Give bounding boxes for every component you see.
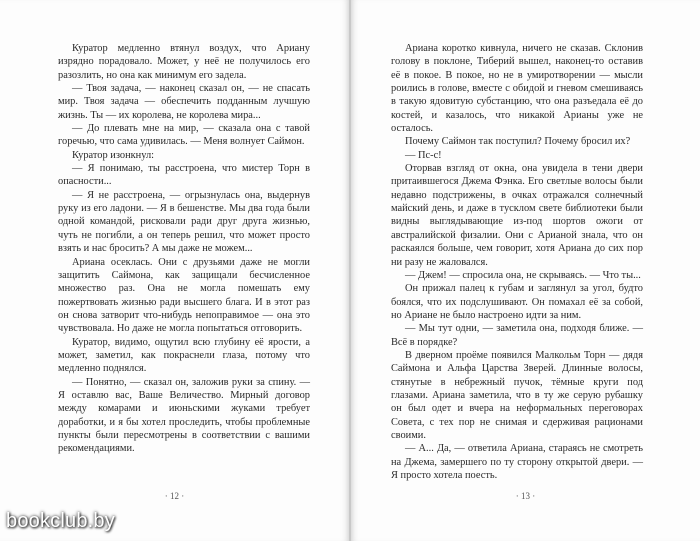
paragraph: Оторвав взгляд от окна, она увидела в тени двери притаившегося Джема Фэнка. Его светлые волосы были недавно подстрижены, в очках отражался солнечный майский день, и даже в тусклом свете библиотеки были видны выглядывающие из-под шортов ожоги от австралийской физалии. Они с Арианой знала, что он раскаялся больше, чем говорит, хотя Ариана до сих пор ни разу не жаловался. (391, 163, 643, 268)
page-number-right: · 13 · (515, 491, 536, 501)
paragraph: — Мы тут одни, — заметила она, подходя ближе. — Всё в порядке? (391, 323, 643, 348)
paragraph: — До плевать мне на мир, — сказала она с тавой горечью, что сама удивилась. — Меня волнует Саймон. (58, 123, 310, 148)
paragraph: — Джем! — спросила она, не скрываясь. — Что ты... (405, 269, 641, 281)
paragraph: Куратор, видимо, ощутил всю глубину её ярости, а может, заметил, как покраснели глаза, потому что медленно поднялся. (58, 336, 310, 375)
paragraph: Ариана осеклась. Они с друзьями даже не могли защитить Саймона, как защищали бесчисленное множество раз. Она не могла помешать ему пожертвовать жизнью ради высшего блага. И в этот раз он снова затворит что-нибудь непоправимое — она это чувствовала. Но даже не могла попытаться отговорить. (58, 256, 310, 335)
page-number-left: · 12 · (164, 491, 185, 501)
paragraph: — Я понимаю, ты расстроена, что мистер Торн в опасности... (58, 163, 310, 188)
right-page (351, 0, 700, 541)
right-page-text (391, 42, 643, 482)
paragraph: — Понятно, — сказал он, заложив руки за спину. — Я оставлю вас, Ваше Величество. Мирный договор между комарами и июньскими жуками требует доработки, и я бы хотел проследить, чтобы проблемные пункты были пересмотрены в соответствии с вашими рекомендациями. (58, 376, 310, 455)
paragraph: Почему Саймон так поступил? Почему бросил их? (405, 136, 631, 148)
paragraph: Ариана коротко кивнула, ничего не сказав. Склонив голову в поклоне, Тиберий вышел, наконец-то оставив её в покое. В покое, но не в умиротворении — мысли роились в голове, вместе с обидой и гневом смешиваясь в такую ядовитую субстанцию, что она разъедала её до костей, и казалось, что никакой Арианы уже не осталось. (391, 43, 643, 135)
paragraph: Он прижал палец к губам и заглянул за угол, будто боялся, что их подслушивают. Он помахал её за собой, но Ариане не было настроено идти за ним. (391, 283, 643, 321)
paragraph: Куратор медленно втянул воздух, что Ариану изрядно порадовало. Может, у неё не получилось его разозлить, но она как минимум его задела. (58, 43, 310, 81)
paragraph: Куратор изонкнул: (72, 149, 155, 161)
paragraph: — Пс-с! (405, 149, 442, 161)
watermark: bookclub.by (6, 510, 115, 532)
paragraph: — А... Да, — ответила Ариана, стараясь не смотреть на Джема, замершего по ту сторону открытой двери. — Я просто хотела поесть. (391, 443, 643, 481)
left-page (0, 0, 349, 541)
paragraph: В дверном проёме появился Малкольм Торн — дядя Саймона и Альфа Царства Зверей. Длинные волосы, стянутые в небрежный пучок, тёмные круги под глазами. Ариана заметила, что в ту же серую рубашку он был одет и вчера на неформальных переговорах Совета, с тех пор не снимая и сдерживая рационами своими. (391, 349, 643, 441)
paragraph: — Твоя задача, — наконец сказал он, — не спасать мир. Твоя задача — обеспечить подданным лучшую жизнь. Ты — их королева, не королева мира... (58, 83, 310, 121)
paragraph: — Я не расстроена, — огрызнулась она, выдернув руку из его ладони. — Я в бешенстве. Мы два года были одной командой, рисковали ради друг друга жизнью, чуть не погибли, а он теперь решил, что может просто взять и нас бросить? А мы даже не можем... (58, 189, 310, 255)
left-page-text (58, 42, 310, 456)
